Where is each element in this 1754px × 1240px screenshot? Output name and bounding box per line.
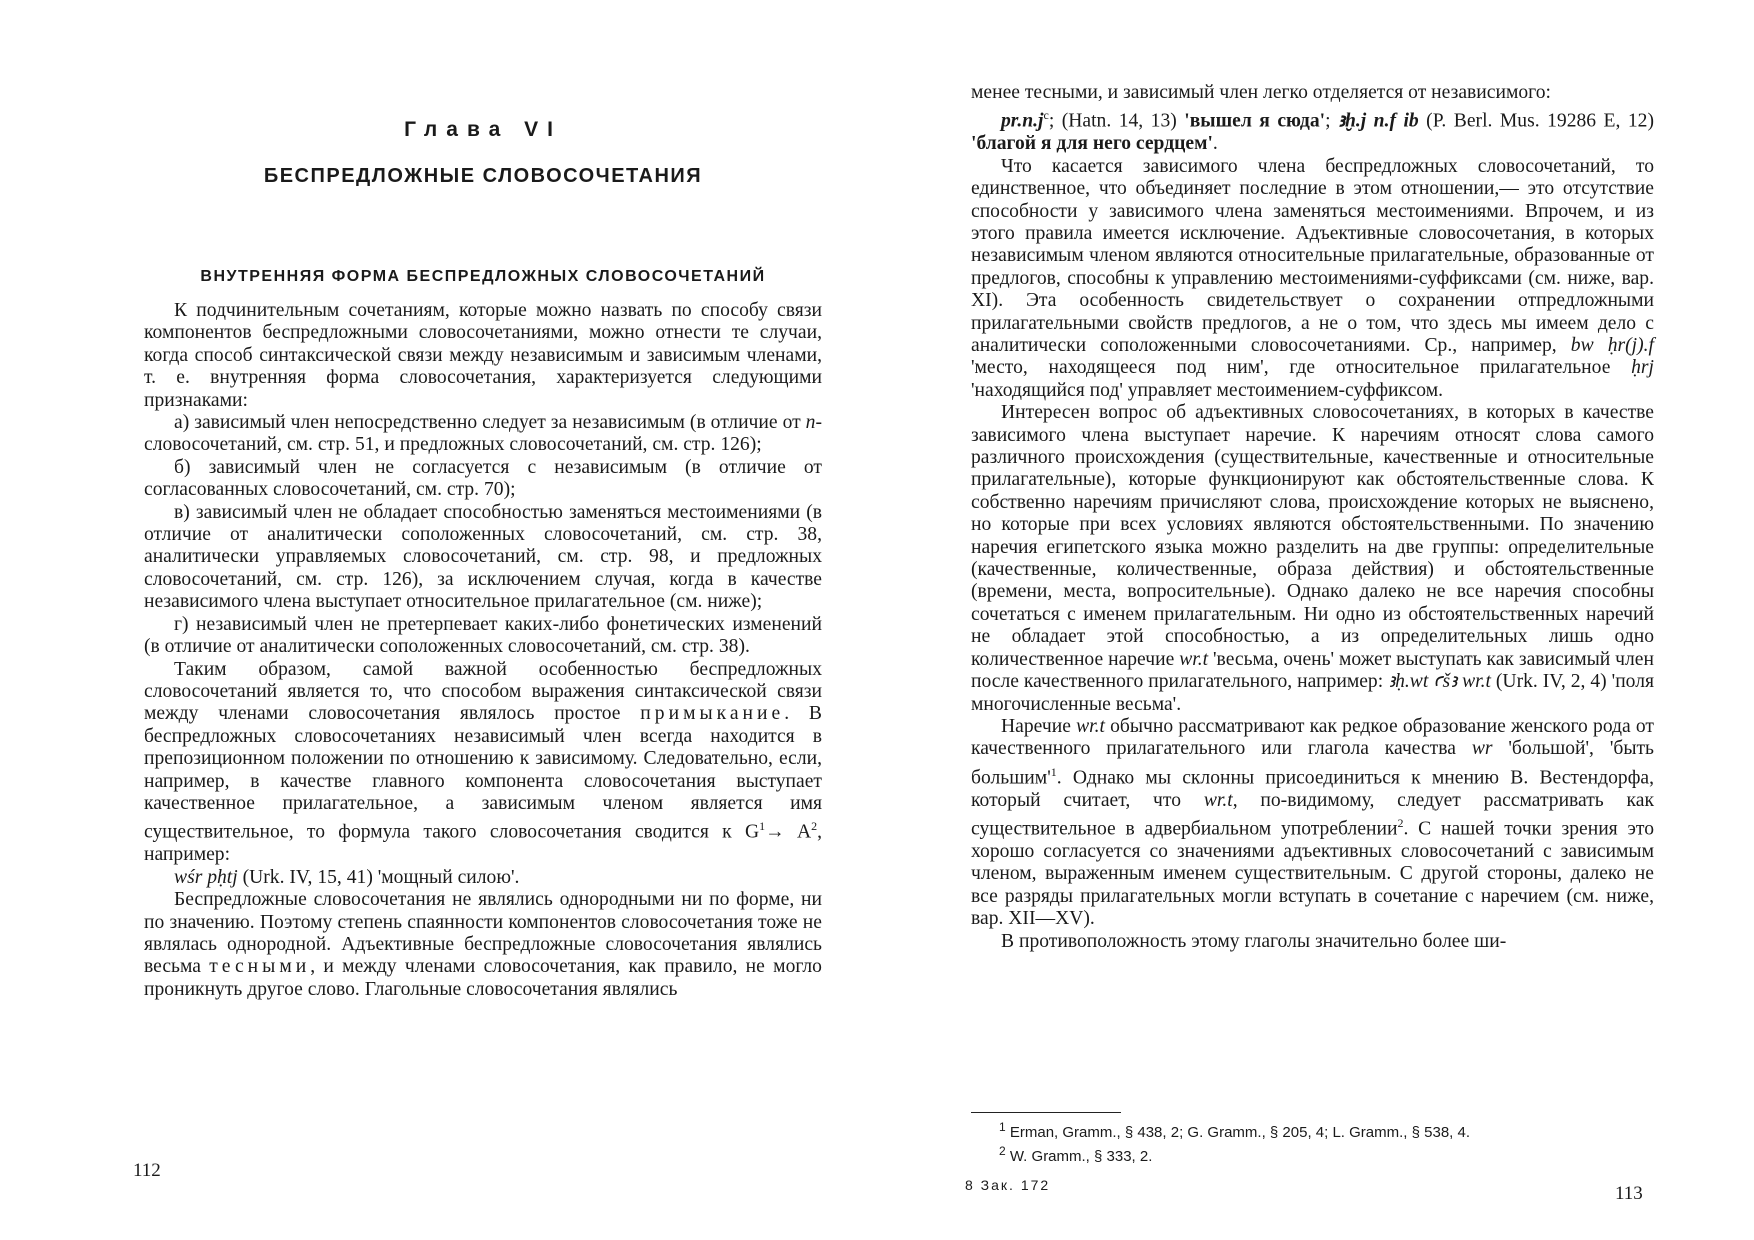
transliteration: wśr pḥtj — [174, 866, 238, 888]
paragraph: Наречие wr.t обычно рассматривают как редкое образование женского рода от качественного прилагательного или глагола качества wr 'большой', 'быть $большим'^1$. Однако мы склонны присоединиться к мнению В. Вестендорфа, который считает, что wr.t, по-видимому, следует рассматривать как существительное в адвербиальном употреблении$^2$. С нашей точки зрения это хорошо согласуется со значениями адъективных словосочетаний с зависимым членом, выраженным именем существительным. С другой стороны, далеко не все разряды прилагательных могли вступать в сочетание с наречием (см. ниже, вар. XII—XV). — [971, 715, 1654, 930]
paragraph-continuation: менее тесными, и зависимый член легко отделяется от независимого: — [971, 82, 1551, 103]
example-line: $pr.n.j^c$; (Hatn. 14, 13) 'вышел я сюда'; ꜣḫ.j n.f ib (P. Berl. Mus. 19286 E, 12) 'благой я для него сердцем'. — [971, 108, 1655, 155]
list-item-b: б) зависимый член не согласуется с независимым (в отличие от согласованных словосочетаний, см. стр. 70); — [144, 456, 822, 501]
list-item-d: г) независимый член не претерпевает каких-либо фонетических изменений (в отличие от аналитически соположенных словосочетаний, см. стр. 38). — [144, 613, 822, 658]
chapter-title: БЕСПРЕДЛОЖНЫЕ СЛОВОСОЧЕТАНИЯ — [263, 165, 703, 187]
page-number: 113 — [1615, 1183, 1643, 1204]
paragraph: В противоположность этому глаголы значительно более ши- — [1001, 930, 1507, 952]
left-text-column — [144, 300, 822, 1001]
list-item-a: а) зависимый член непосредственно следует за независимым (в отличие от n-словосочетаний, см. стр. 51, и предложных словосочетаний, см. стр. 126); — [144, 412, 822, 456]
spaced-term: тесными — [209, 956, 311, 978]
example-line: wśr pḥtj (Urk. IV, 15, 41) 'мощный силою'. — [174, 866, 520, 888]
paragraph: Беспредложные словосочетания не являлись однородными ни по форме, ни по значению. Поэтому степень спаянности компонентов словосочетания тоже не являлась однородной. Адъективные беспредложные словосочетания являлись весьма тесными, и между членами словосочетания, как правило, не могло проникнуть другое слово. Глагольные словосочетания являлись — [144, 889, 822, 1000]
paragraph: К подчинительным сочетаниям, которые можно назвать по способу связи компонентов беспредложными словосочетаниями, можно отнести те случаи, когда способ синтаксической связи между независимым и зависимым членами, т. е. внутренняя форма словосочетания, характеризуется следующими признаками: — [144, 300, 822, 411]
list-item-c: в) зависимый член не обладает способностью заменяться местоимениями (в отличие от аналитически соположенных словосочетаний, см. стр. 38, аналитически управляемых словосочетаний, см. стр. 98, и предложных словосочетаний, см. стр. 126), за исключением случая, когда в качестве независимого члена выступает относительное прилагательное (см. ниже); — [144, 501, 822, 613]
section-heading: ВНУТРЕННЯЯ ФОРМА БЕСПРЕДЛОЖНЫХ СЛОВОСОЧЕТАНИЙ — [200, 268, 766, 285]
page-number: 112 — [133, 1160, 161, 1181]
paragraph: Что касается зависимого члена беспредложных словосочетаний, то единственное, что объединяет последние в этом отношении,— это отсутствие способности у зависимого члена заменяться местоимениями. Впрочем, и из этого правила имеется исключение. Адъективные словосочетания, в которых независимым членом являются относительные прилагательные, образованные от предлогов, способны к управлению местоимениями-суффиксами (см. ниже, вар. XI). Эта особенность свидетельствует о сохранении отпредложными прилагательными свойств предлогов, а не о том, что здесь мы имеем дело с аналитически соположенными словосочетаниями. Ср., например, bw ḥr(j).f 'место, находящееся под ним', где относительное прилагательное ḥrj 'находящийся под' управляет местоимением-суффиксом. — [971, 155, 1654, 401]
transliteration: ꜣḫ.j n.f ib — [1337, 110, 1419, 132]
footnote-divider — [971, 1112, 1121, 1113]
right-text-column — [971, 82, 1654, 953]
footnote: $^1$ Erman, Gramm., § 438, 2; G. Gramm., § 205, 4; L. Gramm., § 538, 4. — [999, 1120, 1471, 1141]
chapter-heading: Глава VI — [404, 118, 562, 141]
right-page — [877, 0, 1754, 1240]
spaced-term: примыкание — [640, 703, 785, 725]
footnote-ref: 2 — [1397, 816, 1404, 831]
footnotes — [999, 1118, 1639, 1166]
printer-signature: 8 Зак. 172 — [965, 1177, 1051, 1193]
transliteration: pr.n.j — [1001, 110, 1044, 132]
paragraph: Таким образом, самой важной особенностью беспредложных словосочетаний является то, что способом выражения синтаксической связи между членами словосочетания являлось простое примыкание. В беспредложных словосочетаниях независимый член всегда находится в препозиционном положении по отношению к зависимому. Следовательно, если, например, в качестве главного компонента словосочетания выступает качественное прилагательное, а зависимым членом является имя существительное, то формула такого словосочетания сводится к $G^1\to A^2$, например: — [144, 658, 823, 866]
paragraph: Интересен вопрос об адъективных словосочетаниях, в которых в качестве зависимого члена выступает наречие. К наречиям относят слова самого различного происхождения (существительные, качественные и относительные прилагательные), которые функционируют как обстоятельственные слова. К собственно наречиям причисляют слова, происхождение которых не выяснено, но которые при всех условиях являются обстоятельственными. По значению наречия египетского языка можно разделить на две группы: определительные (качественные, количественные, образа действия) и обстоятельственные (времени, места, вопросительные). Однако далеко не все наречия способны сочетаться с именем прилагательным. Ни одно из обстоятельственных наречий не обладает этой способностью, а из определительных лишь одно количественное наречие wr.t 'весьма, очень' может выступать как зависимый член после качественного прилагательного, например: ꜣḥ.wt ꜥšꜣ wr.t (Urk. IV, 2, 4) 'поля многочисленные весьма'. — [971, 402, 1655, 715]
footnote-ref: 1 — [1050, 764, 1057, 779]
footnote: $^2$ W. Gramm., § 333, 2. — [999, 1144, 1153, 1165]
